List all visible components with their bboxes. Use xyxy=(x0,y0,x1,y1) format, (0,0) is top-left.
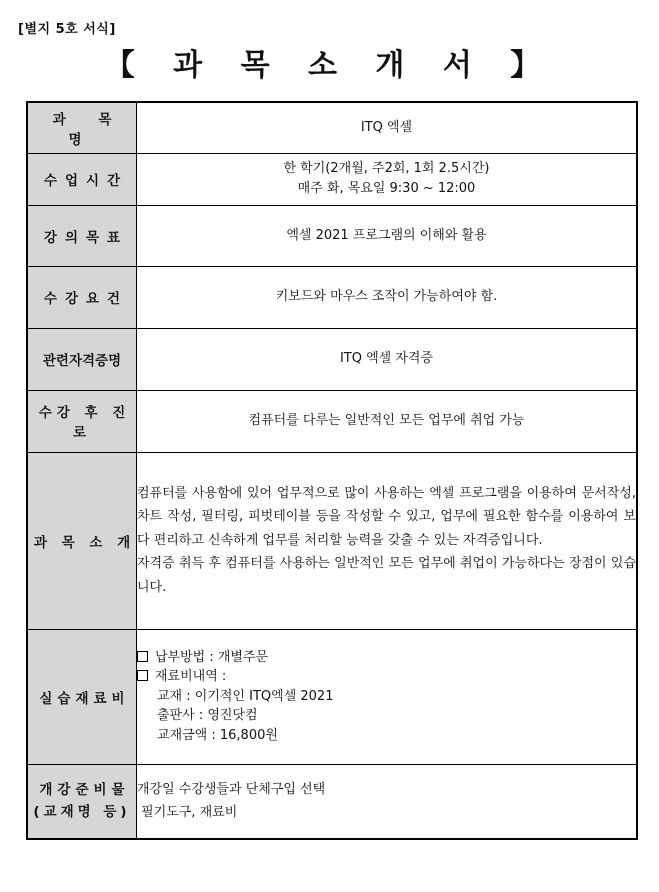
intro-value xyxy=(137,452,638,629)
intro-label: 과 목 소 개 xyxy=(27,452,137,629)
preparation-label: 개강준비물 (교재명 등) xyxy=(27,764,137,839)
career-value: 컴퓨터를 다루는 일반적인 모든 업무에 취업 가능 xyxy=(137,390,638,452)
requirement-value: 키보드와 마우스 조작이 가능하여야 함. xyxy=(137,266,638,328)
class-time-value xyxy=(137,153,638,205)
materials-label: 실습재료비 xyxy=(27,629,137,764)
intro-paragraph-2: 자격증 취득 후 컴퓨터를 사용하는 일반적인 모든 업무에 취업이 가능하다는 장점이 있습니다. xyxy=(137,556,636,595)
intro-row xyxy=(27,452,637,629)
textbook-line: 교재 : 이기적인 ITQ엑셀 2021 xyxy=(157,688,334,704)
cost-detail-line: 재료비내역 : xyxy=(137,667,636,687)
career-row xyxy=(27,390,637,452)
materials-row xyxy=(27,629,637,764)
form-number: [별지 5호 서식] xyxy=(18,22,116,37)
preparation-value xyxy=(137,764,638,839)
class-time-line1: 한 학기(2개월, 주2회, 1회 2.5시간) xyxy=(283,161,490,176)
preparation-row xyxy=(27,764,637,839)
checkbox-icon xyxy=(137,651,148,662)
document-title: 【 과 목 소 개 서 】 xyxy=(104,48,555,83)
subject-row xyxy=(27,102,637,153)
certificate-row xyxy=(27,328,637,390)
price-line: 교재금액 : 16,800원 xyxy=(157,727,278,743)
class-time-row xyxy=(27,153,637,205)
certificate-label: 관련자격증명 xyxy=(27,328,137,390)
subject-value: ITQ 엑셀 xyxy=(137,102,638,153)
goal-label: 강의목표 xyxy=(27,205,137,266)
requirement-label: 수강요건 xyxy=(27,266,137,328)
preparation-line2: 필기도구, 재료비 xyxy=(137,805,238,821)
class-time-line2: 매주 화, 목요일 9:30 ~ 12:00 xyxy=(297,181,476,196)
payment-method-line: 납부방법 : 개별주문 xyxy=(137,648,636,668)
materials-value xyxy=(137,629,638,764)
goal-value: 엑셀 2021 프로그램의 이해와 활용 xyxy=(137,205,638,266)
class-time-label: 수업시간 xyxy=(27,153,137,205)
requirement-row xyxy=(27,266,637,328)
checkbox-icon xyxy=(137,670,148,681)
publisher-line: 출판사 : 영진닷컴 xyxy=(157,708,258,724)
intro-paragraph-1: 컴퓨터를 사용함에 있어 업무적으로 많이 사용하는 엑셀 프로그램을 이용하여 문서작성, 차트 작성, 필터링, 피벗테이블 등을 작성할 수 있고, 업무에 필요한 함수를 이용하여 보다 편리하고 신속하게 업무를 처리할 능력을 갖출 수 있는 자격증입니다. xyxy=(137,485,636,548)
goal-row xyxy=(27,205,637,266)
certificate-value: ITQ 엑셀 자격증 xyxy=(137,328,638,390)
preparation-line1: 개강일 수강생들과 단체구입 선택 xyxy=(137,782,326,798)
career-label: 수강 후 진로 xyxy=(27,390,137,452)
course-info-table xyxy=(26,101,638,840)
subject-label: 과 목 명 xyxy=(27,102,137,153)
